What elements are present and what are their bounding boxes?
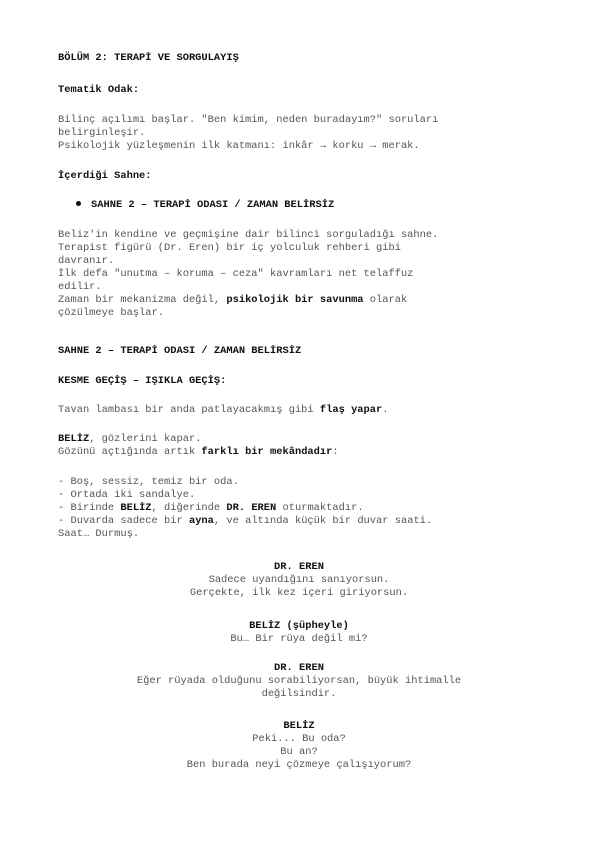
dialogue-line: Peki... Bu oda? xyxy=(252,733,346,745)
bullet-dot-icon xyxy=(76,201,81,206)
scene-bullet-text: SAHNE 2 – TERAPİ ODASI / ZAMAN BELİRSİZ xyxy=(91,199,335,211)
setting-text: , diğerinde xyxy=(151,502,227,514)
setting-item: Saat… Durmuş. xyxy=(58,528,140,540)
setting-item: - Boş, sessiz, temiz bir oda. xyxy=(58,476,239,488)
dialogue-line: Gerçekte, ilk kez içeri giriyorsun. xyxy=(189,587,409,599)
summary-line: çözülmeye başlar. xyxy=(58,307,165,319)
dialogue-line: Sadece uyandığını sanıyorsun. xyxy=(208,574,390,586)
dialogue-character: DR. EREN xyxy=(274,662,324,674)
dialogue-character: BELİZ (şüpheyle) xyxy=(249,620,349,632)
action-emphasis: flaş yapar xyxy=(319,404,383,416)
dialogue-line: Eğer rüyada olduğunu sorabiliyorsan, büyük ihtimalle xyxy=(136,675,462,687)
summary-emphasis: psikolojik bir savunma xyxy=(226,294,364,306)
setting-text: , ve altında küçük bir duvar saati. xyxy=(213,515,433,527)
scene-bullet xyxy=(76,199,334,212)
summary-line: edilir. xyxy=(58,281,102,293)
summary-line xyxy=(58,294,542,307)
dialogue-line: Bu… Bir rüya değil mi? xyxy=(230,633,368,645)
thematic-focus-label: Tematik Odak: xyxy=(58,84,140,96)
setting-emphasis: ayna xyxy=(188,515,214,527)
scene-summary xyxy=(58,229,542,320)
transition: KESME GEÇİŞ – IŞIKLA GEÇİŞ: xyxy=(58,375,227,387)
action-text: . xyxy=(382,404,389,416)
summary-text: olarak xyxy=(363,294,408,306)
setting-description xyxy=(58,476,542,541)
setting-item xyxy=(58,515,542,528)
character-name: BELİZ xyxy=(120,502,152,514)
action-line xyxy=(58,433,542,446)
action-flash xyxy=(58,404,542,417)
action-beliz xyxy=(58,433,542,459)
character-name: DR. EREN xyxy=(226,502,277,514)
action-text: , gözlerini kapar. xyxy=(89,433,202,445)
setting-item: - Ortada iki sandalye. xyxy=(58,489,196,501)
action-text: : xyxy=(332,446,339,458)
dialogue-line: Bu an? xyxy=(280,746,318,758)
dialogue-block xyxy=(0,720,598,772)
dialogue-line: değilsindir. xyxy=(261,688,337,700)
summary-text: Zaman bir mekanizma değil, xyxy=(58,294,227,306)
focus-line: belirginleşir. xyxy=(58,127,146,139)
action-text: Gözünü açtığında artık xyxy=(58,446,202,458)
section-title: BÖLÜM 2: TERAPİ VE SORGULAYIŞ xyxy=(58,52,239,64)
character-name: BELİZ xyxy=(58,433,90,445)
summary-line: Beliz'in kendine ve geçmişine dair bilinci sorguladığı sahne. xyxy=(58,229,439,241)
dialogue-block xyxy=(0,561,598,600)
dialogue-block xyxy=(0,620,598,646)
dialogue-character: BELİZ xyxy=(283,720,315,732)
scene-contents-label: İçerdiği Sahne: xyxy=(58,170,152,182)
setting-text: - Birinde xyxy=(58,502,121,514)
action-text: Tavan lambası bir anda patlayacakmış gibi xyxy=(58,404,320,416)
summary-line: Terapist figürü (Dr. Eren) bir iç yolculuk rehberi gibi xyxy=(58,242,401,254)
setting-text: oturmaktadır. xyxy=(276,502,364,514)
focus-line: Bilinç açılımı başlar. "Ben kimim, neden buradayım?" soruları xyxy=(58,114,439,126)
setting-text: - Duvarda sadece bir xyxy=(58,515,189,527)
action-emphasis: farklı bir mekândadır xyxy=(201,446,333,458)
action-line xyxy=(58,446,542,459)
focus-line: Psikolojik yüzleşmenin ilk katmanı: inkâr → korku → merak. xyxy=(58,140,420,152)
setting-item xyxy=(58,502,542,515)
dialogue-character: DR. EREN xyxy=(274,561,324,573)
thematic-focus-text xyxy=(58,114,542,153)
scene-heading: SAHNE 2 – TERAPİ ODASI / ZAMAN BELİRSİZ xyxy=(58,345,302,357)
summary-line: İlk defa "unutma – koruma – ceza" kavramları net telaffuz xyxy=(58,268,414,280)
dialogue-block xyxy=(0,662,598,701)
summary-line: davranır. xyxy=(58,255,115,267)
dialogue-line: Ben burada neyi çözmeye çalışıyorum? xyxy=(186,759,412,771)
